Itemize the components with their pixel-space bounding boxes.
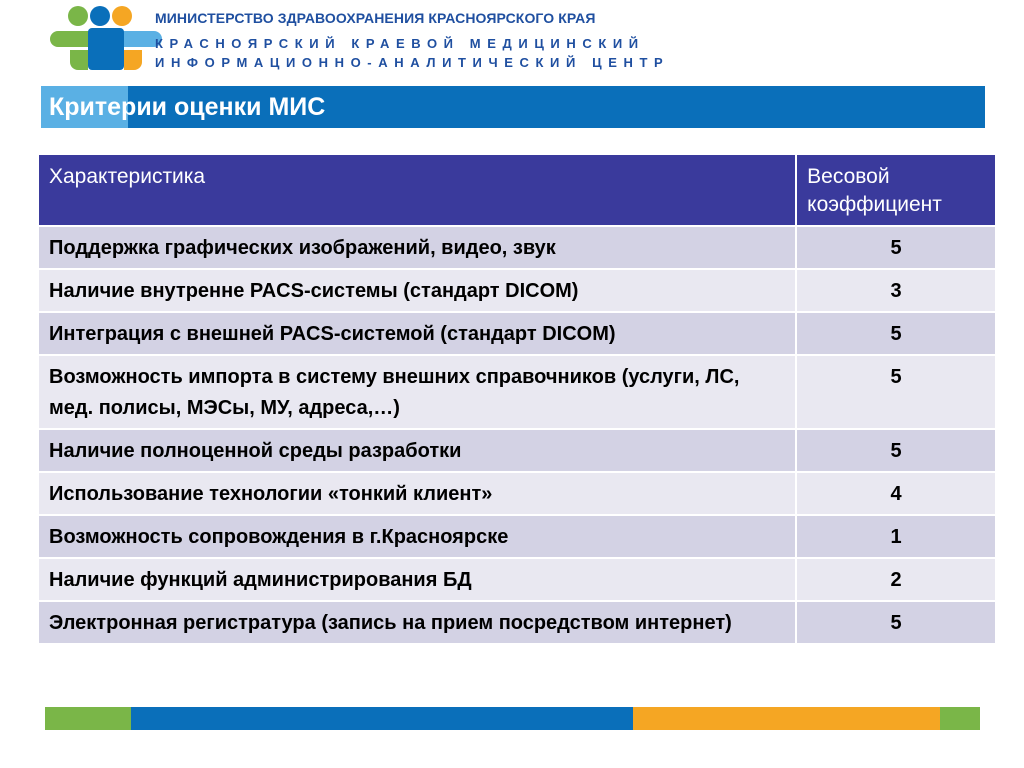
logo-dot-orange bbox=[112, 6, 132, 26]
characteristic-cell: Возможность сопровождения в г.Красноярске bbox=[38, 515, 796, 558]
logo-dot-green bbox=[68, 6, 88, 26]
logo-cross-vertical bbox=[88, 28, 124, 70]
table-row bbox=[38, 472, 996, 515]
characteristic-cell: Поддержка графических изображений, видео, звук bbox=[38, 226, 796, 269]
column-header-characteristic: Характеристика bbox=[38, 154, 796, 226]
characteristic-cell: Наличие полноценной среды разработки bbox=[38, 429, 796, 472]
table-row bbox=[38, 269, 996, 312]
weight-cell: 2 bbox=[796, 558, 996, 601]
characteristic-cell: Наличие функций администрирования БД bbox=[38, 558, 796, 601]
weight-cell: 5 bbox=[796, 226, 996, 269]
logo-cross-bottom-right bbox=[124, 50, 142, 70]
weight-cell: 1 bbox=[796, 515, 996, 558]
table-row bbox=[38, 355, 996, 429]
weight-cell: 5 bbox=[796, 312, 996, 355]
criteria-table bbox=[37, 153, 997, 645]
table-row bbox=[38, 558, 996, 601]
characteristic-cell: Возможность импорта в систему внешних справочников (услуги, ЛС, мед. полисы, МЭСы, МУ, адреса,…) bbox=[38, 355, 796, 429]
table-row bbox=[38, 515, 996, 558]
table-row bbox=[38, 601, 996, 644]
weight-cell: 4 bbox=[796, 472, 996, 515]
table-header-row bbox=[38, 154, 996, 226]
ministry-name: МИНИСТЕРСТВО ЗДРАВООХРАНЕНИЯ КРАСНОЯРСКОГО КРАЯ bbox=[155, 10, 596, 26]
table-row bbox=[38, 226, 996, 269]
table-row bbox=[38, 312, 996, 355]
center-name-line1: КРАСНОЯРСКИЙ КРАЕВОЙ МЕДИЦИНСКИЙ bbox=[155, 36, 645, 51]
characteristic-cell: Наличие внутренне PACS-системы (стандарт DICOM) bbox=[38, 269, 796, 312]
footer-segment-orange bbox=[633, 707, 940, 730]
logo-cross-bottom-left bbox=[70, 50, 88, 70]
characteristic-cell: Электронная регистратура (запись на прием посредством интернет) bbox=[38, 601, 796, 644]
medical-cross-logo bbox=[50, 6, 162, 72]
weight-cell: 5 bbox=[796, 355, 996, 429]
page-title: Критерии оценки МИС bbox=[49, 93, 326, 121]
center-name-line2: ИНФОРМАЦИОННО-АНАЛИТИЧЕСКИЙ ЦЕНТР bbox=[155, 55, 670, 70]
footer-segment-blue bbox=[131, 707, 633, 730]
weight-cell: 5 bbox=[796, 601, 996, 644]
table-row bbox=[38, 429, 996, 472]
title-bar bbox=[41, 86, 985, 128]
column-header-weight: Весовой коэффициент bbox=[796, 154, 996, 226]
logo-cross-left bbox=[50, 31, 90, 47]
characteristic-cell: Интеграция с внешней PACS-системой (стандарт DICOM) bbox=[38, 312, 796, 355]
weight-cell: 5 bbox=[796, 429, 996, 472]
footer-segment-green bbox=[45, 707, 131, 730]
footer-segment-green-end bbox=[940, 707, 980, 730]
footer-stripe bbox=[45, 707, 980, 730]
characteristic-cell: Использование технологии «тонкий клиент» bbox=[38, 472, 796, 515]
organization-name bbox=[155, 10, 669, 72]
weight-cell: 3 bbox=[796, 269, 996, 312]
logo-dot-blue bbox=[90, 6, 110, 26]
